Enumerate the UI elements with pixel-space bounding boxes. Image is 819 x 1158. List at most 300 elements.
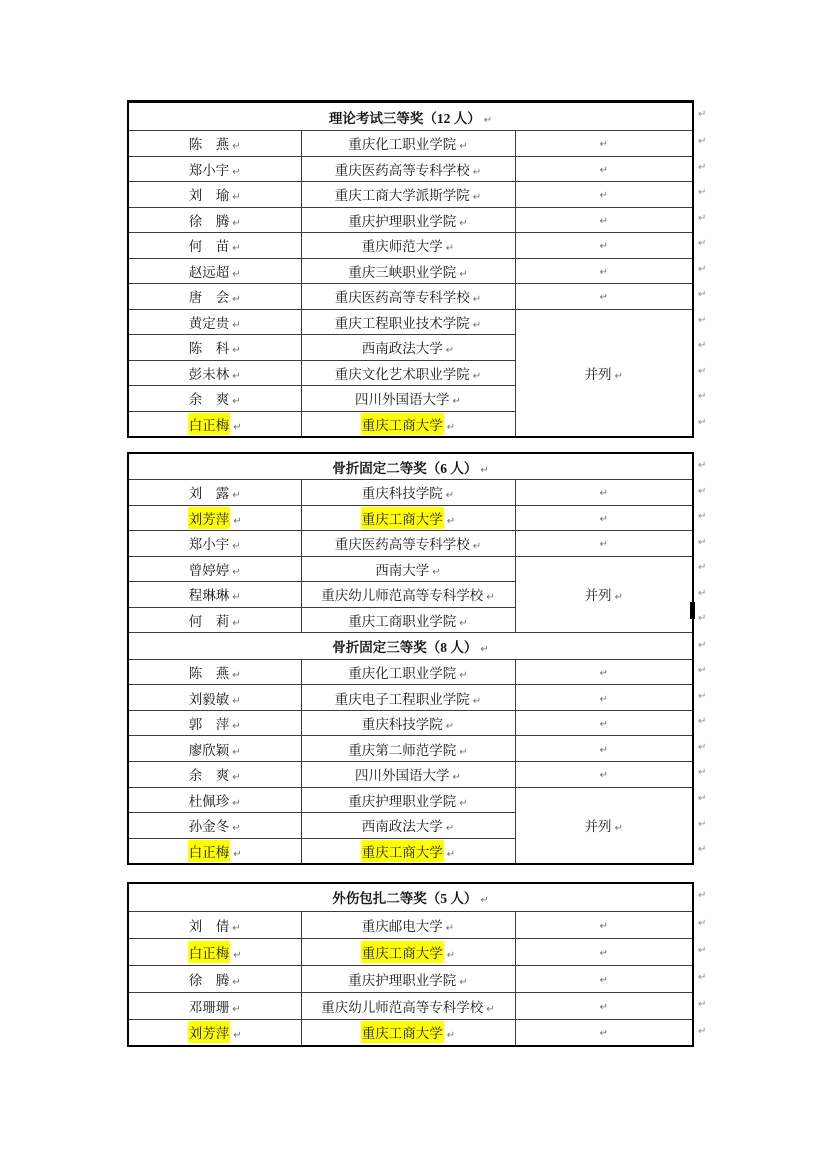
winner-name-cell-text: 唐 会 — [188, 290, 230, 306]
paragraph-mark-icon: ↵ — [472, 319, 482, 331]
row-end-mark-icon: ↵ — [698, 691, 707, 702]
tie-label-text: 并列 — [584, 588, 612, 604]
school-cell-text: 重庆工商大学 — [361, 507, 444, 529]
row-end-mark-icon: ↵ — [698, 289, 707, 300]
prize-title-text: 理论考试三等奖（12 人） — [328, 110, 481, 126]
winner-name-cell — [128, 309, 301, 335]
prize-title-text: 骨折固定二等奖（6 人） — [332, 460, 478, 476]
winner-name-cell-text: 刘芳萍 — [188, 1021, 231, 1043]
row-end-mark-icon: ↵ — [698, 213, 707, 224]
paragraph-mark-icon: ↵ — [599, 974, 608, 986]
school-cell-text: 四川外国语大学 — [355, 768, 450, 784]
paragraph-mark-icon: ↵ — [232, 695, 241, 707]
winner-name-cell-text: 徐 腾 — [188, 213, 230, 229]
school-cell — [301, 607, 515, 633]
school-cell — [301, 480, 515, 506]
row-end-mark-icon: ↵ — [698, 819, 707, 830]
winner-row — [128, 156, 693, 182]
paragraph-mark-icon: ↵ — [446, 515, 456, 527]
winner-name-cell-text: 陈 燕 — [188, 666, 230, 682]
row-end-mark-icon: ↵ — [698, 391, 707, 402]
winner-row — [128, 992, 693, 1019]
school-cell — [301, 761, 515, 787]
paragraph-mark-icon: ↵ — [233, 1030, 242, 1042]
empty-note-cell — [515, 992, 693, 1019]
winner-name-cell — [128, 505, 301, 531]
school-cell — [301, 531, 515, 557]
paragraph-mark-icon: ↵ — [614, 370, 623, 382]
winner-name-cell-text: 郑小宇 — [188, 162, 230, 178]
winner-name-cell-text: 郭 萍 — [188, 717, 230, 733]
paragraph-mark-icon: ↵ — [232, 294, 241, 306]
winner-name-cell-text: 郑小宇 — [188, 537, 230, 553]
paragraph-mark-icon: ↵ — [232, 772, 241, 784]
award-table — [127, 100, 694, 438]
school-cell-text: 重庆工商职业学院 — [348, 614, 457, 629]
paragraph-mark-icon: ↵ — [446, 949, 456, 961]
school-cell — [301, 582, 515, 608]
winner-row — [128, 531, 693, 557]
winner-name-cell-text: 刘芳萍 — [188, 507, 231, 529]
paragraph-mark-icon: ↵ — [599, 947, 608, 959]
paragraph-mark-icon: ↵ — [232, 922, 241, 934]
award-table-fracture-fixation — [127, 452, 707, 865]
paragraph-mark-icon: ↵ — [472, 370, 482, 382]
empty-note-cell — [515, 938, 693, 965]
school-cell — [301, 685, 515, 711]
paragraph-mark-icon: ↵ — [232, 1003, 241, 1015]
paragraph-mark-icon: ↵ — [232, 141, 241, 153]
row-end-mark-icon: ↵ — [698, 767, 707, 778]
paragraph-mark-icon: ↵ — [599, 1001, 608, 1013]
school-cell-text: 重庆邮电大学 — [361, 918, 443, 934]
winner-name-cell — [128, 335, 301, 361]
paragraph-mark-icon: ↵ — [599, 719, 608, 731]
paragraph-mark-icon: ↵ — [480, 644, 489, 656]
winner-name-cell — [128, 131, 301, 157]
paragraph-mark-icon: ↵ — [446, 421, 456, 433]
winner-name-cell — [128, 761, 301, 787]
school-cell — [301, 710, 515, 736]
school-cell — [301, 258, 515, 284]
paragraph-mark-icon: ↵ — [483, 114, 493, 126]
row-end-mark-icon: ↵ — [698, 613, 707, 624]
school-cell-text: 西南大学 — [375, 562, 430, 578]
empty-note-cell — [515, 685, 693, 711]
school-cell-text: 重庆科技学院 — [361, 717, 443, 733]
row-end-mark-icon: ↵ — [698, 971, 707, 983]
paragraph-mark-icon: ↵ — [446, 1030, 456, 1042]
paragraph-mark-icon: ↵ — [232, 797, 241, 809]
paragraph-mark-icon: ↵ — [486, 1003, 495, 1015]
row-end-mark-icon: ↵ — [698, 716, 707, 727]
school-cell — [301, 838, 515, 864]
school-cell — [301, 386, 515, 412]
winner-name-cell-text: 邓珊珊 — [188, 999, 230, 1015]
paragraph-mark-icon: ↵ — [232, 592, 241, 604]
paragraph-mark-icon: ↵ — [472, 695, 482, 707]
paragraph-mark-icon: ↵ — [486, 592, 495, 604]
school-cell-text: 重庆医药高等专科学校 — [334, 537, 470, 553]
paragraph-mark-icon: ↵ — [232, 541, 241, 553]
winner-name-cell-text: 徐 腾 — [188, 972, 230, 988]
row-end-mark-icon: ↵ — [698, 315, 707, 326]
empty-note-cell — [515, 761, 693, 787]
school-cell — [301, 131, 515, 157]
winner-name-cell — [128, 233, 301, 259]
winner-name-cell — [128, 685, 301, 711]
paragraph-mark-icon: ↵ — [446, 848, 456, 860]
paragraph-mark-icon: ↵ — [233, 515, 242, 527]
school-cell — [301, 207, 515, 233]
award-table — [127, 882, 694, 1047]
winner-row — [128, 182, 693, 208]
paragraph-mark-icon: ↵ — [599, 139, 608, 151]
school-cell-text: 重庆科技学院 — [361, 486, 443, 502]
paragraph-mark-icon: ↵ — [452, 772, 461, 784]
row-end-mark-icon: ↵ — [698, 486, 707, 497]
empty-note-cell — [515, 131, 693, 157]
school-cell-text: 重庆化工职业学院 — [348, 137, 457, 153]
winner-row — [128, 480, 693, 506]
winner-row — [128, 965, 693, 992]
school-cell — [301, 787, 515, 813]
winner-row — [128, 659, 693, 685]
paragraph-mark-icon: ↵ — [232, 490, 241, 502]
paragraph-mark-icon: ↵ — [459, 746, 468, 758]
row-end-mark-icon: ↵ — [698, 459, 707, 471]
winner-name-cell-text: 程琳琳 — [188, 588, 230, 604]
award-table — [127, 452, 694, 865]
winner-row — [128, 710, 693, 736]
paragraph-mark-icon: ↵ — [233, 421, 242, 433]
winner-row — [128, 131, 693, 157]
paragraph-mark-icon: ↵ — [599, 920, 608, 932]
winner-row — [128, 685, 693, 711]
paragraph-mark-icon: ↵ — [452, 396, 461, 408]
school-cell-text: 重庆护理职业学院 — [348, 972, 457, 988]
winner-name-cell-text: 孙金冬 — [188, 819, 230, 835]
winner-row — [128, 556, 693, 582]
school-cell — [301, 1019, 515, 1046]
paragraph-mark-icon: ↵ — [232, 566, 241, 578]
school-cell — [301, 233, 515, 259]
row-end-mark-icon: ↵ — [698, 793, 707, 804]
school-cell-text: 重庆幼儿师范高等专科学校 — [321, 588, 484, 604]
winner-row — [128, 938, 693, 965]
paragraph-mark-icon: ↵ — [232, 268, 241, 280]
row-end-mark-icon: ↵ — [698, 944, 707, 956]
school-cell — [301, 411, 515, 437]
school-cell-text: 重庆工商大学派斯学院 — [334, 188, 470, 204]
winner-name-cell — [128, 480, 301, 506]
row-end-mark-icon: ↵ — [698, 588, 707, 599]
winner-name-cell — [128, 838, 301, 864]
winner-name-cell — [128, 965, 301, 992]
paragraph-mark-icon: ↵ — [232, 345, 241, 357]
winner-name-cell-text: 彭未林 — [188, 366, 230, 382]
school-cell-text: 重庆幼儿师范高等专科学校 — [321, 999, 484, 1015]
paragraph-mark-icon: ↵ — [232, 823, 241, 835]
winner-name-cell-text: 何 莉 — [188, 614, 230, 629]
school-cell — [301, 659, 515, 685]
tie-label-text: 并列 — [584, 819, 612, 835]
paragraph-mark-icon: ↵ — [445, 922, 455, 934]
winner-name-cell — [128, 386, 301, 412]
school-cell-text: 重庆师范大学 — [361, 239, 443, 255]
row-end-mark-icon: ↵ — [698, 537, 707, 548]
paragraph-mark-icon: ↵ — [599, 770, 608, 782]
winner-name-cell — [128, 992, 301, 1019]
paragraph-mark-icon: ↵ — [472, 541, 482, 553]
paragraph-mark-icon: ↵ — [599, 539, 608, 551]
school-cell-text: 重庆三峡职业学院 — [348, 264, 457, 280]
winner-name-cell-text: 刘毅敏 — [188, 691, 230, 707]
prize-title — [128, 633, 693, 660]
school-cell-text: 重庆医药高等专科学校 — [334, 290, 470, 306]
school-cell-text: 重庆化工职业学院 — [348, 666, 457, 682]
school-cell — [301, 556, 515, 582]
paragraph-mark-icon: ↵ — [232, 746, 241, 758]
paragraph-mark-icon: ↵ — [599, 292, 608, 304]
winner-name-cell-text: 刘 倩 — [188, 918, 230, 934]
prize-title-row — [128, 883, 693, 911]
empty-note-cell — [515, 505, 693, 531]
paragraph-mark-icon: ↵ — [459, 618, 468, 629]
school-cell-text: 重庆文化艺术职业学院 — [334, 366, 470, 382]
winner-name-cell — [128, 736, 301, 762]
empty-note-cell — [515, 156, 693, 182]
winner-name-cell-text: 廖欣颖 — [188, 742, 230, 758]
paragraph-mark-icon: ↵ — [599, 488, 608, 500]
row-end-mark-icon: ↵ — [698, 1025, 707, 1037]
prize-title — [128, 453, 693, 480]
paragraph-mark-icon: ↵ — [459, 797, 468, 809]
winner-row — [128, 736, 693, 762]
winner-name-cell — [128, 813, 301, 839]
winner-name-cell-text: 白正梅 — [188, 840, 231, 862]
paragraph-mark-icon: ↵ — [599, 693, 608, 705]
school-cell — [301, 736, 515, 762]
paragraph-mark-icon: ↵ — [232, 721, 241, 733]
winner-name-cell — [128, 258, 301, 284]
winner-name-cell-text: 余 爽 — [188, 768, 230, 784]
winner-name-cell-text: 白正梅 — [188, 413, 231, 435]
paragraph-mark-icon: ↵ — [459, 217, 468, 229]
prize-title-row — [128, 633, 693, 660]
row-end-mark-icon: ↵ — [698, 340, 707, 351]
row-end-mark-icon: ↵ — [698, 639, 707, 651]
row-end-mark-icon: ↵ — [698, 417, 707, 428]
winner-row — [128, 1019, 693, 1046]
text-cursor-mark — [690, 602, 695, 619]
school-cell-text: 四川外国语大学 — [355, 392, 450, 408]
paragraph-mark-icon: ↵ — [599, 190, 608, 202]
empty-note-cell — [515, 258, 693, 284]
row-end-mark-icon: ↵ — [698, 998, 707, 1010]
empty-note-cell — [515, 531, 693, 557]
empty-note-cell — [515, 965, 693, 992]
school-cell — [301, 911, 515, 938]
row-end-mark-icon: ↵ — [698, 562, 707, 573]
school-cell — [301, 182, 515, 208]
paragraph-mark-icon: ↵ — [233, 848, 242, 860]
empty-note-cell — [515, 207, 693, 233]
winner-name-cell-text: 陈 燕 — [188, 137, 230, 153]
school-cell — [301, 309, 515, 335]
paragraph-mark-icon: ↵ — [233, 949, 242, 961]
row-end-mark-icon: ↵ — [698, 917, 707, 929]
tie-note-cell — [515, 787, 693, 864]
winner-row — [128, 505, 693, 531]
paragraph-mark-icon: ↵ — [459, 976, 468, 988]
paragraph-mark-icon: ↵ — [232, 192, 241, 204]
paragraph-mark-icon: ↵ — [614, 592, 623, 604]
winner-name-cell — [128, 156, 301, 182]
paragraph-mark-icon: ↵ — [472, 192, 482, 204]
winner-name-cell-text: 刘 瑜 — [188, 188, 230, 204]
winner-name-cell-text: 何 苗 — [188, 239, 230, 255]
school-cell — [301, 965, 515, 992]
row-end-mark-icon: ↵ — [698, 366, 707, 377]
winner-name-cell — [128, 1019, 301, 1046]
paragraph-mark-icon: ↵ — [232, 370, 241, 382]
tie-note-cell — [515, 309, 693, 437]
paragraph-mark-icon: ↵ — [459, 141, 468, 153]
winner-name-cell-text: 余 爽 — [188, 392, 230, 408]
paragraph-mark-icon: ↵ — [232, 166, 241, 178]
paragraph-mark-icon: ↵ — [599, 266, 608, 278]
school-cell-text: 重庆工商大学 — [361, 840, 444, 862]
paragraph-mark-icon: ↵ — [599, 744, 608, 756]
prize-title-row — [128, 453, 693, 480]
empty-note-cell — [515, 182, 693, 208]
winner-name-cell — [128, 787, 301, 813]
empty-note-cell — [515, 480, 693, 506]
paragraph-mark-icon: ↵ — [459, 268, 468, 280]
empty-note-cell — [515, 710, 693, 736]
winner-name-cell-text: 曾婷婷 — [188, 562, 230, 578]
paragraph-mark-icon: ↵ — [445, 721, 455, 733]
tie-note-cell — [515, 556, 693, 633]
paragraph-mark-icon: ↵ — [614, 823, 623, 835]
school-cell — [301, 284, 515, 310]
winner-name-cell — [128, 182, 301, 208]
paragraph-mark-icon: ↵ — [599, 215, 608, 227]
paragraph-mark-icon: ↵ — [445, 823, 455, 835]
winner-name-cell — [128, 531, 301, 557]
school-cell — [301, 938, 515, 965]
paragraph-mark-icon: ↵ — [432, 566, 441, 578]
winner-name-cell-text: 陈 科 — [188, 341, 230, 357]
row-end-mark-icon: ↵ — [698, 742, 707, 753]
paragraph-mark-icon: ↵ — [232, 243, 241, 255]
winner-row — [128, 233, 693, 259]
school-cell — [301, 992, 515, 1019]
school-cell-text: 重庆工程职业技术学院 — [334, 315, 470, 331]
empty-note-cell — [515, 284, 693, 310]
paragraph-mark-icon: ↵ — [599, 513, 608, 525]
winner-row — [128, 911, 693, 938]
row-end-mark-icon: ↵ — [698, 238, 707, 249]
paragraph-mark-icon: ↵ — [232, 976, 241, 988]
row-end-mark-icon: ↵ — [698, 890, 707, 901]
school-cell-text: 西南政法大学 — [361, 341, 443, 357]
winner-row — [128, 761, 693, 787]
winner-name-cell-text: 刘 露 — [188, 486, 230, 502]
paragraph-mark-icon: ↵ — [445, 243, 455, 255]
winner-name-cell — [128, 411, 301, 437]
paragraph-mark-icon: ↵ — [232, 396, 241, 408]
winner-name-cell-text: 杜佩珍 — [188, 793, 230, 809]
school-cell-text: 重庆工商大学 — [361, 941, 444, 963]
school-cell-text: 西南政法大学 — [361, 819, 443, 835]
school-cell — [301, 505, 515, 531]
paragraph-mark-icon: ↵ — [445, 345, 455, 357]
prize-title — [128, 883, 693, 911]
school-cell-text: 重庆医药高等专科学校 — [334, 162, 470, 178]
empty-note-cell — [515, 659, 693, 685]
paragraph-mark-icon: ↵ — [599, 1028, 608, 1040]
winner-row — [128, 787, 693, 813]
school-cell-text: 重庆护理职业学院 — [348, 793, 457, 809]
row-end-mark-icon: ↵ — [698, 844, 707, 855]
award-table-trauma-bandaging — [127, 882, 707, 1047]
paragraph-mark-icon: ↵ — [232, 618, 241, 629]
row-end-mark-icon: ↵ — [698, 108, 707, 120]
paragraph-mark-icon: ↵ — [599, 668, 608, 680]
winner-name-cell — [128, 710, 301, 736]
prize-title-text: 外伤包扎二等奖（5 人） — [332, 891, 478, 907]
paragraph-mark-icon: ↵ — [472, 294, 482, 306]
paragraph-mark-icon: ↵ — [599, 164, 608, 176]
school-cell-text: 重庆护理职业学院 — [348, 213, 457, 229]
winner-name-cell — [128, 582, 301, 608]
row-end-mark-icon: ↵ — [698, 162, 707, 173]
winner-name-cell-text: 赵远超 — [188, 264, 230, 280]
winner-row — [128, 207, 693, 233]
winner-row — [128, 309, 693, 335]
award-table-theory-exam — [127, 100, 707, 438]
paragraph-mark-icon: ↵ — [472, 166, 482, 178]
winner-name-cell — [128, 556, 301, 582]
paragraph-mark-icon: ↵ — [459, 670, 468, 682]
prize-title-row — [128, 102, 693, 131]
empty-note-cell — [515, 233, 693, 259]
winner-name-cell-text: 黄定贵 — [188, 315, 230, 331]
school-cell — [301, 335, 515, 361]
paragraph-mark-icon: ↵ — [445, 490, 455, 502]
row-end-mark-icon: ↵ — [698, 665, 707, 676]
winner-name-cell — [128, 360, 301, 386]
winner-name-cell — [128, 659, 301, 685]
winner-name-cell — [128, 284, 301, 310]
row-end-mark-icon: ↵ — [698, 264, 707, 275]
empty-note-cell — [515, 911, 693, 938]
school-cell — [301, 156, 515, 182]
winner-row — [128, 284, 693, 310]
school-cell-text: 重庆第二师范学院 — [348, 742, 457, 758]
paragraph-mark-icon: ↵ — [480, 895, 489, 907]
winner-name-cell — [128, 207, 301, 233]
row-end-mark-icon: ↵ — [698, 187, 707, 198]
tie-label-text: 并列 — [584, 366, 612, 382]
school-cell-text: 重庆工商大学 — [361, 1021, 444, 1043]
paragraph-mark-icon: ↵ — [232, 217, 241, 229]
prize-title — [128, 102, 693, 131]
row-end-mark-icon: ↵ — [698, 136, 707, 147]
paragraph-mark-icon: ↵ — [480, 464, 489, 476]
